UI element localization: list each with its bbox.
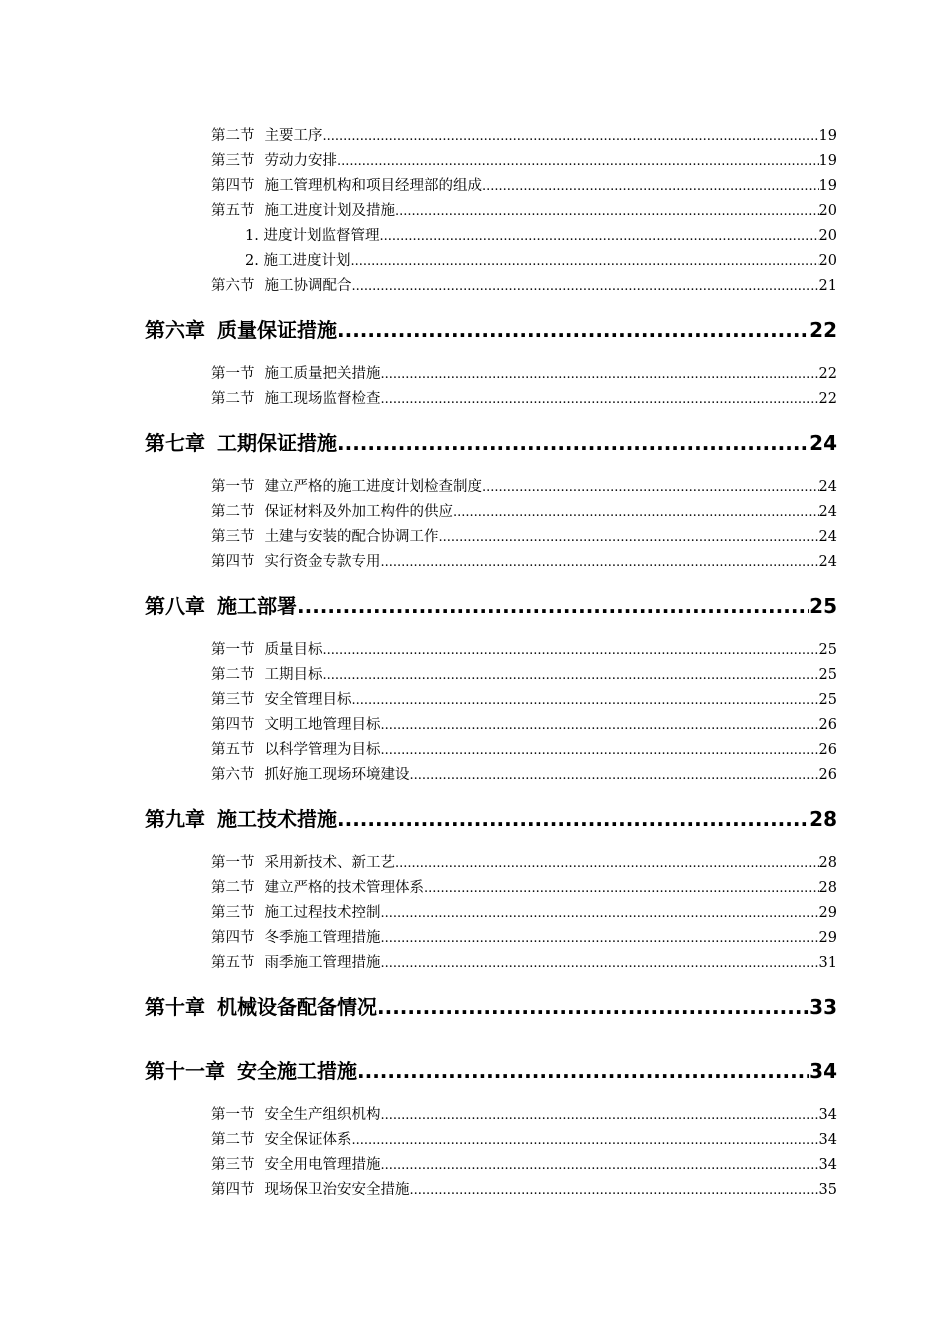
toc-section-entry[interactable] — [211, 500, 837, 525]
toc-entry-number: 第四节 — [211, 717, 255, 733]
toc-page-number: 35 — [818, 1182, 837, 1198]
dot-leader — [350, 249, 818, 274]
toc-entry-number: 第二节 — [211, 504, 255, 520]
toc-section-entry[interactable] — [211, 901, 837, 926]
toc-section-entry[interactable] — [211, 1103, 837, 1128]
dot-leader — [381, 1103, 819, 1128]
dot-leader — [379, 224, 818, 249]
toc-page-number: 20 — [818, 228, 837, 244]
toc-section-entry[interactable] — [211, 475, 837, 500]
toc-section-entry[interactable] — [211, 738, 837, 763]
dot-leader — [352, 1128, 819, 1153]
toc-page-number: 34 — [818, 1107, 837, 1123]
toc-entry-number: 第六章 — [145, 318, 205, 342]
toc-entry-title: 保证材料及外加工构件的供应 — [264, 504, 453, 520]
toc-entry-number: 第十章 — [145, 995, 205, 1019]
toc-entry-number: 第七章 — [145, 431, 205, 455]
toc-page-number: 26 — [818, 767, 837, 783]
dot-leader — [297, 586, 809, 626]
toc-page-number: 20 — [818, 203, 837, 219]
table-of-contents — [0, 124, 950, 1203]
toc-page-number: 26 — [818, 717, 837, 733]
dot-leader — [424, 876, 819, 901]
dot-leader — [323, 638, 819, 663]
toc-entry-number: 第二节 — [211, 667, 255, 683]
toc-entry-title: 以科学管理为目标 — [264, 742, 381, 758]
toc-page-number: 25 — [818, 642, 837, 658]
toc-entry-title: 现场保卫治安安全措施 — [264, 1182, 410, 1198]
toc-entry-number: 第一节 — [211, 642, 255, 658]
toc-entry-number: 第三节 — [211, 529, 255, 545]
toc-chapter-entry[interactable] — [145, 987, 837, 1027]
dot-leader — [352, 274, 819, 299]
dot-leader — [395, 851, 819, 876]
toc-entry-title: 工期保证措施 — [217, 431, 337, 455]
toc-entry-title: 施工部署 — [217, 594, 297, 618]
toc-entry-title: 施工协调配合 — [264, 278, 352, 294]
toc-entry-title: 施工现场监督检查 — [264, 391, 381, 407]
toc-page-number: 28 — [809, 807, 837, 831]
toc-section-entry[interactable] — [211, 124, 837, 149]
toc-entry-number: 第三节 — [211, 153, 255, 169]
toc-entry-number: 第二节 — [211, 391, 255, 407]
toc-page-number: 24 — [818, 504, 837, 520]
dot-leader — [381, 951, 819, 976]
toc-page-number: 33 — [809, 995, 837, 1019]
toc-entry-number: 第一节 — [211, 855, 255, 871]
dot-leader — [381, 901, 819, 926]
dot-leader — [381, 362, 819, 387]
toc-entry-number: 第一节 — [211, 479, 255, 495]
toc-entry-title: 施工技术措施 — [217, 807, 337, 831]
toc-page-number: 21 — [818, 278, 837, 294]
toc-section-entry[interactable] — [211, 174, 837, 199]
dot-leader — [337, 149, 819, 174]
toc-section-entry[interactable] — [211, 951, 837, 976]
toc-entry-title: 施工过程技术控制 — [264, 905, 381, 921]
toc-entry-title: 安全保证体系 — [264, 1132, 352, 1148]
toc-page-number: 25 — [818, 692, 837, 708]
toc-entry-title: 施工进度计划及措施 — [264, 203, 395, 219]
toc-page-number: 29 — [818, 930, 837, 946]
toc-entry-title: 建立严格的技术管理体系 — [264, 880, 424, 896]
dot-leader — [337, 423, 809, 463]
toc-page-number: 25 — [809, 594, 837, 618]
toc-entry-title: 建立严格的施工进度计划检查制度 — [264, 479, 482, 495]
toc-entry-number: 第九章 — [145, 807, 205, 831]
toc-entry-title: 施工质量把关措施 — [264, 366, 381, 382]
toc-entry-number: 第二节 — [211, 1132, 255, 1148]
toc-entry-title: 劳动力安排 — [264, 153, 337, 169]
toc-entry-title: 安全管理目标 — [264, 692, 352, 708]
toc-entry-title: 质量保证措施 — [217, 318, 337, 342]
toc-chapter-entry[interactable] — [145, 1051, 837, 1091]
toc-entry-title: 土建与安装的配合协调工作 — [264, 529, 439, 545]
toc-section-entry[interactable] — [211, 663, 837, 688]
dot-leader — [381, 926, 819, 951]
toc-section-entry[interactable] — [211, 274, 837, 299]
dot-leader — [337, 310, 809, 350]
toc-entry-number: 第四节 — [211, 178, 255, 194]
toc-entry-number: 第二节 — [211, 880, 255, 896]
toc-section-entry[interactable] — [211, 876, 837, 901]
toc-entry-number: 第六节 — [211, 767, 255, 783]
toc-entry-title: 工期目标 — [264, 667, 323, 683]
toc-subsection-entry[interactable] — [245, 249, 837, 274]
toc-entry-number: 第四节 — [211, 930, 255, 946]
dot-leader — [395, 199, 819, 224]
dot-leader — [381, 550, 819, 575]
dot-leader — [410, 763, 819, 788]
toc-section-entry[interactable] — [211, 1153, 837, 1178]
toc-entry-number: 第五节 — [211, 203, 255, 219]
toc-section-entry[interactable] — [211, 1128, 837, 1153]
toc-section-entry[interactable] — [211, 851, 837, 876]
dot-leader — [453, 500, 819, 525]
toc-page-number: 19 — [818, 178, 837, 194]
toc-page-number: 19 — [818, 153, 837, 169]
toc-page-number: 34 — [809, 1059, 837, 1083]
toc-page-number: 28 — [818, 880, 837, 896]
dot-leader — [377, 987, 809, 1027]
toc-page-number: 29 — [818, 905, 837, 921]
toc-entry-number: 第一节 — [211, 1107, 255, 1123]
toc-section-entry[interactable] — [211, 638, 837, 663]
dot-leader — [357, 1051, 809, 1091]
toc-entry-title: 文明工地管理目标 — [264, 717, 381, 733]
toc-entry-title: 质量目标 — [264, 642, 323, 658]
toc-entry-number: 第三节 — [211, 905, 255, 921]
toc-page-number: 31 — [818, 955, 837, 971]
toc-entry-title: 1. 进度计划监督管理 — [245, 228, 380, 244]
toc-entry-title: 主要工序 — [264, 128, 323, 144]
toc-section-entry[interactable] — [211, 763, 837, 788]
toc-page-number: 22 — [818, 391, 837, 407]
toc-entry-title: 施工管理机构和项目经理部的组成 — [264, 178, 482, 194]
toc-page-number: 20 — [818, 253, 837, 269]
toc-entry-number: 第四节 — [211, 554, 255, 570]
dot-leader — [410, 1178, 819, 1203]
toc-entry-title: 安全施工措施 — [237, 1059, 357, 1083]
toc-chapter-entry[interactable] — [145, 799, 837, 839]
toc-entry-title: 2. 施工进度计划 — [245, 253, 351, 269]
toc-section-entry[interactable] — [211, 550, 837, 575]
toc-entry-title: 抓好施工现场环境建设 — [264, 767, 410, 783]
toc-entry-number: 第一节 — [211, 366, 255, 382]
toc-section-entry[interactable] — [211, 1178, 837, 1203]
toc-entry-title: 雨季施工管理措施 — [264, 955, 381, 971]
toc-entry-number: 第五节 — [211, 955, 255, 971]
toc-page-number: 28 — [818, 855, 837, 871]
toc-entry-number: 第二节 — [211, 128, 255, 144]
toc-page-number: 26 — [818, 742, 837, 758]
toc-entry-title: 采用新技术、新工艺 — [264, 855, 395, 871]
toc-section-entry[interactable] — [211, 387, 837, 412]
toc-chapter-entry[interactable] — [145, 310, 837, 350]
toc-entry-number: 第三节 — [211, 1157, 255, 1173]
toc-entry-title: 安全生产组织机构 — [264, 1107, 381, 1123]
toc-chapter-entry[interactable] — [145, 423, 837, 463]
toc-page-number: 34 — [818, 1157, 837, 1173]
toc-chapter-entry[interactable] — [145, 586, 837, 626]
toc-entry-number: 第三节 — [211, 692, 255, 708]
toc-page-number: 22 — [809, 318, 837, 342]
toc-section-entry[interactable] — [211, 525, 837, 550]
toc-entry-title: 冬季施工管理措施 — [264, 930, 381, 946]
toc-section-entry[interactable] — [211, 362, 837, 387]
toc-entry-title: 机械设备配备情况 — [217, 995, 377, 1019]
dot-leader — [482, 174, 819, 199]
dot-leader — [337, 799, 809, 839]
dot-leader — [381, 1153, 819, 1178]
dot-leader — [323, 124, 819, 149]
toc-entry-number: 第五节 — [211, 742, 255, 758]
toc-entry-title: 实行资金专款专用 — [264, 554, 381, 570]
toc-entry-title: 安全用电管理措施 — [264, 1157, 381, 1173]
toc-section-entry[interactable] — [211, 926, 837, 951]
toc-section-entry[interactable] — [211, 688, 837, 713]
toc-page-number: 34 — [818, 1132, 837, 1148]
dot-leader — [381, 387, 819, 412]
toc-page-number: 19 — [818, 128, 837, 144]
dot-leader — [323, 663, 819, 688]
dot-leader — [439, 525, 819, 550]
toc-entry-number: 第六节 — [211, 278, 255, 294]
toc-entry-number: 第八章 — [145, 594, 205, 618]
dot-leader — [381, 713, 819, 738]
toc-entry-number: 第四节 — [211, 1182, 255, 1198]
dot-leader — [381, 738, 819, 763]
toc-page-number: 24 — [818, 554, 837, 570]
toc-section-entry[interactable] — [211, 713, 837, 738]
toc-page-number: 24 — [809, 431, 837, 455]
dot-leader — [352, 688, 819, 713]
toc-page-number: 24 — [818, 479, 837, 495]
toc-section-entry[interactable] — [211, 149, 837, 174]
toc-page-number: 22 — [818, 366, 837, 382]
toc-page-number: 24 — [818, 529, 837, 545]
toc-page-number: 25 — [818, 667, 837, 683]
toc-section-entry[interactable] — [211, 199, 837, 224]
toc-subsection-entry[interactable] — [245, 224, 837, 249]
toc-entry-number: 第十一章 — [145, 1059, 225, 1083]
dot-leader — [482, 475, 819, 500]
